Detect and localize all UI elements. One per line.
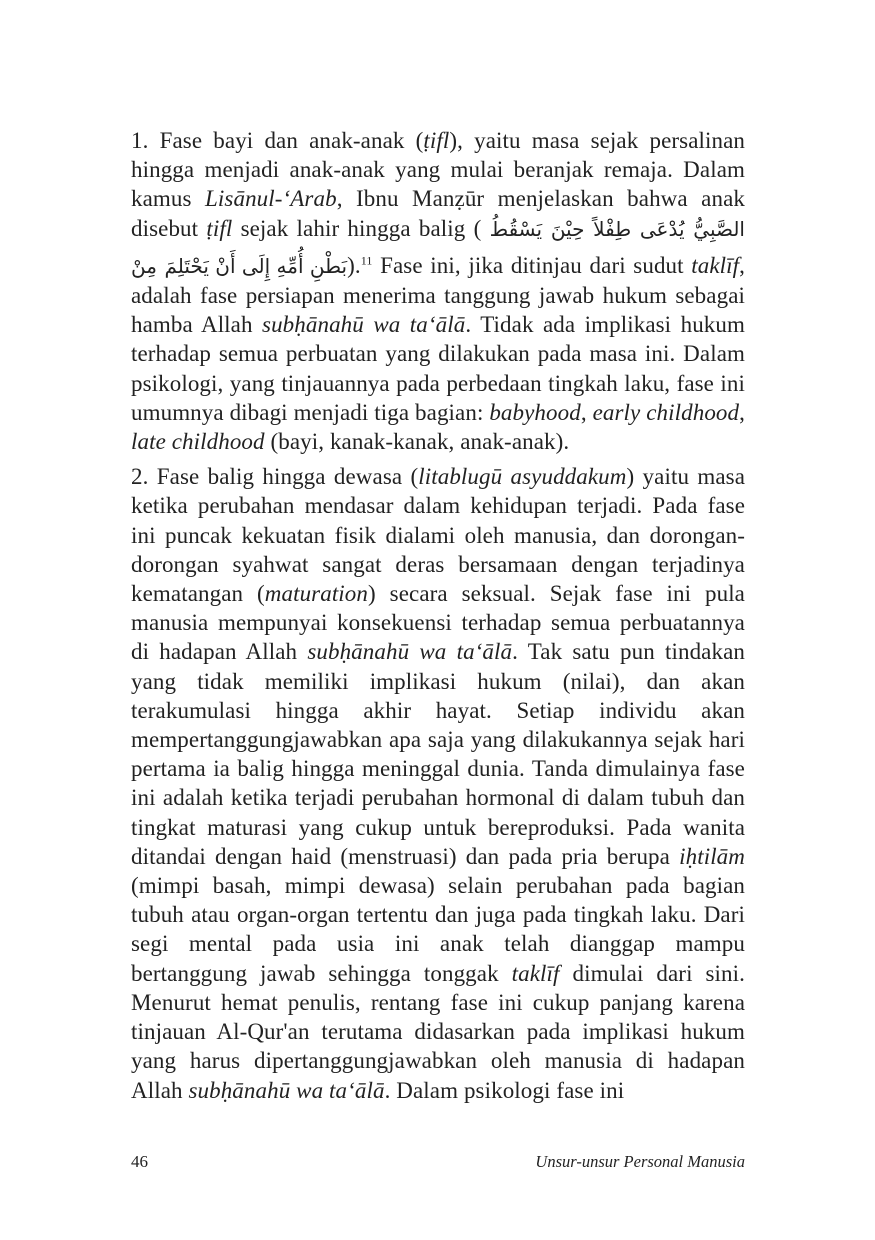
- italic-term: subḥānahū wa ta‘ālā: [307, 639, 513, 665]
- italic-term: iḥtilām: [679, 843, 745, 869]
- paragraph-fase-bayi: [131, 126, 745, 456]
- arabic-quote-part-1: الصَّبِيُّ يُدْعَى طِفْلاً حِيْنَ يَسْقُطُ مِنْ: [131, 216, 745, 278]
- text-run: ) secara seksual. Sejak fase ini pula manusia mempunyai konsekuensi terhadap semua perbuatannya di hadapan Allah: [131, 581, 745, 665]
- text-run: . Dalam psikologi fase ini: [384, 1077, 625, 1103]
- italic-term: early childhood: [592, 399, 740, 425]
- italic-term: litablugū asyuddakum: [418, 464, 627, 490]
- italic-book-title: Lisānul-‘Arab: [205, 186, 337, 212]
- text-run: ).: [347, 252, 361, 278]
- paragraph-fase-balig: [131, 462, 745, 1104]
- text-run: dimulai dari sini. Menurut hemat penulis, rentang fase ini cukup panjang karena tinjauan Al-Qur'an terutama didasarkan pada implikasi hukum yang harus dipertanggungjawabkan oleh manusia di hadapan Allah: [131, 960, 745, 1103]
- text-run: ,: [580, 399, 593, 425]
- text-run: ) yaitu masa ketika perubahan mendasar dalam kehidupan terjadi. Pada fase ini puncak kekuatan fisik dialami oleh manusia, dan dorongan-dorongan syahwat sangat deras bersamaan dengan terjadinya kematangan (: [131, 464, 746, 607]
- text-run: ,: [739, 399, 745, 425]
- page-body: [131, 126, 745, 1111]
- text-run: . Tak satu pun tindakan yang tidak memiliki implikasi hukum (nilai), dan akan terakumulasi hingga akhir hayat. Setiap individu akan mempertanggungjawabkan apa saja yang dilakukannya sejak hari pertama ia balig hingga meninggal dunia. Tanda dimulainya fase ini adalah ketika terjadi perubahan hormonal di dalam tubuh dan tingkat maturasi yang cukup untuk bereproduksi. Pada wanita ditandai dengan haid (menstruasi) dan pada pria berupa: [131, 639, 745, 869]
- arabic-quote-part-2: بَطْنِ أُمِّهِ إِلَى أَنْ يَحْتَلِمَ: [164, 253, 348, 278]
- text-run: ), yaitu masa sejak persalinan hingga menjadi anak-anak yang mulai beranjak remaja. Dalam kamus: [131, 128, 745, 212]
- italic-term: subḥānahū wa ta‘ālā: [262, 312, 466, 338]
- text-run: . Tidak ada implikasi hukum terhadap semua perbuatan yang dilakukan pada masa ini. Dalam psikologi, yang tinjauannya pada perbedaan tingkah laku, fase ini umumnya dibagi menjadi tiga bagian:: [131, 312, 745, 425]
- italic-term: ṭifl: [423, 128, 450, 153]
- italic-term: late childhood: [131, 429, 265, 455]
- italic-term: taklīf: [691, 252, 740, 278]
- text-run: , Ibnu Manẓūr menjelaskan bahwa anak disebut: [131, 186, 745, 241]
- text-run: , adalah fase persiapan menerima tanggung jawab hukum sebagai hamba Allah: [131, 252, 746, 338]
- text-run: 2. Fase balig hingga dewasa (: [131, 464, 419, 490]
- text-run: 1. Fase bayi dan anak-anak (: [131, 128, 424, 153]
- text-run: sejak lahir hingga balig (: [232, 215, 482, 241]
- italic-term: ṭifl: [206, 215, 233, 241]
- italic-term: babyhood: [489, 399, 581, 425]
- footnote-marker: 11: [360, 253, 373, 268]
- running-title: Unsur-unsur Personal Manusia: [535, 1152, 745, 1171]
- text-run: (bayi, kanak-kanak, anak-anak).: [264, 429, 570, 455]
- italic-term: taklīf: [511, 960, 560, 986]
- italic-term: maturation: [264, 581, 368, 607]
- text-run: (mimpi basah, mimpi dewasa) selain perubahan pada bagian tubuh atau organ-organ tertentu dan juga pada tingkah laku. Dari segi mental pada usia ini anak telah dianggap mampu bertanggung jawab sehingga tonggak: [131, 873, 745, 986]
- page-number: 46: [131, 1152, 148, 1171]
- italic-term: subḥānahū wa ta‘ālā: [188, 1077, 385, 1103]
- text-run: Fase ini, jika ditinjau dari sudut: [372, 252, 692, 278]
